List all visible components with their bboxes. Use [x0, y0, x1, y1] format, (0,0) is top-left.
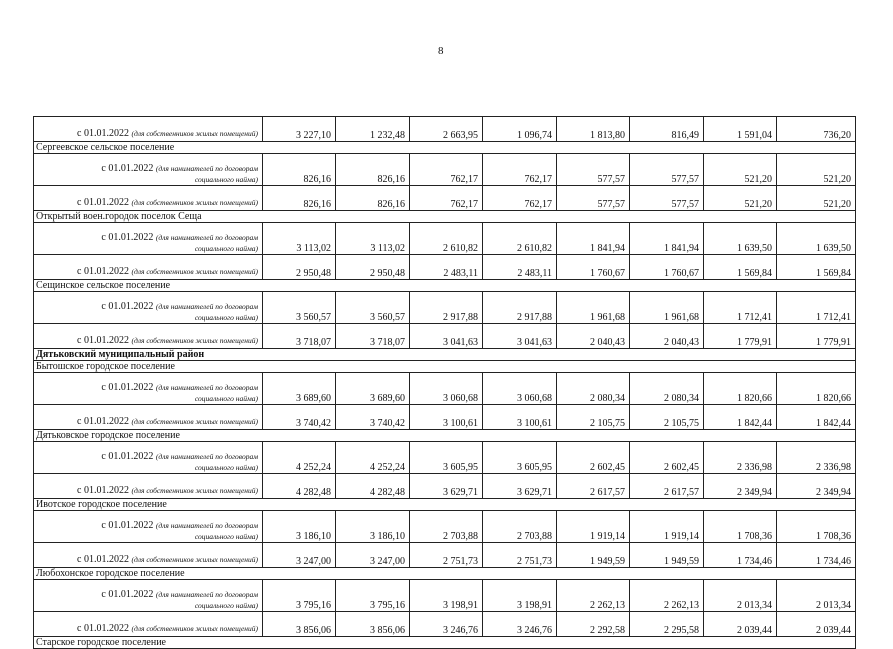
section-row: [34, 430, 856, 442]
tenant-note: социального найма): [194, 601, 258, 610]
tenant-date: с 01.01.2022: [101, 520, 154, 531]
owner-date: с 01.01.2022: [77, 485, 129, 496]
tariff-value: 577,57: [557, 154, 630, 186]
tenant-note: социального найма): [194, 394, 258, 403]
tariff-value: 2 483,11: [483, 255, 557, 280]
tariff-value: 1 591,04: [704, 117, 777, 142]
tenant-label: [34, 223, 263, 255]
tariff-value: 2 751,73: [410, 543, 483, 568]
tariff-value: 2 295,58: [630, 612, 704, 637]
tariff-value: 1 096,74: [483, 117, 557, 142]
tariff-value: 577,57: [630, 154, 704, 186]
tariff-value: 1 708,36: [777, 511, 856, 543]
tariff-value: 3 041,63: [410, 324, 483, 349]
owner-date: с 01.01.2022: [77, 335, 129, 346]
tenant-date: с 01.01.2022: [101, 301, 154, 312]
section-row: [34, 349, 856, 361]
tenant-label: [34, 373, 263, 405]
tariff-value: 4 252,24: [336, 442, 410, 474]
page-number: 8: [438, 45, 444, 57]
tariff-value: 2 349,94: [704, 474, 777, 499]
tariff-value: 736,20: [777, 117, 856, 142]
tariff-value: 2 602,45: [630, 442, 704, 474]
owner-row: [34, 186, 856, 211]
tariff-value: 3 100,61: [483, 405, 557, 430]
owner-note: (для собственников жилых помещений): [131, 624, 258, 633]
tariff-value: 1 961,68: [557, 292, 630, 324]
tariff-value: 4 282,48: [336, 474, 410, 499]
owner-note: (для собственников жилых помещений): [131, 486, 258, 495]
tariff-value: 1 813,80: [557, 117, 630, 142]
tariff-value: 2 013,34: [777, 580, 856, 612]
tariff-value: 2 483,11: [410, 255, 483, 280]
tariff-value: 2 336,98: [777, 442, 856, 474]
tenant-row: [34, 373, 856, 405]
tariff-value: 1 232,48: [336, 117, 410, 142]
tariff-value: 1 779,91: [777, 324, 856, 349]
tariff-value: 826,16: [336, 154, 410, 186]
tenant-note: (для нанимателей по договорам: [155, 302, 258, 311]
tariff-value: 3 795,16: [263, 580, 336, 612]
tariff-value: 3 605,95: [483, 442, 557, 474]
tenant-note: социального найма): [194, 313, 258, 322]
owner-label: [34, 474, 263, 499]
tariff-value: 3 247,00: [263, 543, 336, 568]
section-title: Ивотское городское поселение: [34, 499, 856, 511]
owner-date: с 01.01.2022: [77, 128, 129, 139]
tariff-value: 2 039,44: [704, 612, 777, 637]
tenant-label: [34, 292, 263, 324]
tariff-value: 2 105,75: [630, 405, 704, 430]
owner-row: [34, 324, 856, 349]
tariff-value: 4 282,48: [263, 474, 336, 499]
owner-row: [34, 612, 856, 637]
section-title: Дятьковское городское поселение: [34, 430, 856, 442]
tariff-value: 3 856,06: [263, 612, 336, 637]
tariff-value: 577,57: [630, 186, 704, 211]
tariff-value: 2 349,94: [777, 474, 856, 499]
tariff-value: 3 629,71: [410, 474, 483, 499]
tariff-value: 2 617,57: [557, 474, 630, 499]
section-row: [34, 211, 856, 223]
tariff-value: 521,20: [704, 186, 777, 211]
tariff-value: 826,16: [263, 154, 336, 186]
tariff-value: 3 246,76: [410, 612, 483, 637]
tariff-value: 521,20: [777, 186, 856, 211]
tariff-value: 2 703,88: [483, 511, 557, 543]
tariff-value: 1 734,46: [777, 543, 856, 568]
tariff-value: 3 113,02: [263, 223, 336, 255]
tenant-row: [34, 511, 856, 543]
tenant-date: с 01.01.2022: [101, 232, 154, 243]
tariff-value: 1 842,44: [704, 405, 777, 430]
tariff-value: 521,20: [777, 154, 856, 186]
tenant-note: (для нанимателей по договорам: [155, 521, 258, 530]
section-row: [34, 361, 856, 373]
tariff-value: 2 262,13: [630, 580, 704, 612]
tariff-value: 2 039,44: [777, 612, 856, 637]
tariff-value: 1 639,50: [704, 223, 777, 255]
tariff-value: 3 740,42: [263, 405, 336, 430]
tariff-value: 2 917,88: [483, 292, 557, 324]
tenant-note: социального найма): [194, 463, 258, 472]
tenant-label: [34, 580, 263, 612]
section-row: [34, 637, 856, 649]
tariff-value: 2 617,57: [630, 474, 704, 499]
tariff-value: 1 949,59: [557, 543, 630, 568]
section-title: Открытый воен.городок поселок Сеща: [34, 211, 856, 223]
owner-date: с 01.01.2022: [77, 197, 129, 208]
tariff-value: 3 718,07: [263, 324, 336, 349]
owner-note: (для собственников жилых помещений): [131, 417, 258, 426]
owner-note: (для собственников жилых помещений): [131, 555, 258, 564]
tariff-value: 826,16: [336, 186, 410, 211]
tariff-value: 3 247,00: [336, 543, 410, 568]
tariff-value: 3 186,10: [263, 511, 336, 543]
owner-row: [34, 405, 856, 430]
tenant-date: с 01.01.2022: [101, 451, 154, 462]
tariff-value: 2 663,95: [410, 117, 483, 142]
tariff-value: 2 080,34: [557, 373, 630, 405]
tariff-value: 3 113,02: [336, 223, 410, 255]
owner-label: [34, 324, 263, 349]
owner-label: [34, 543, 263, 568]
tariff-value: 2 262,13: [557, 580, 630, 612]
tariff-value: 762,17: [483, 186, 557, 211]
owner-row: [34, 474, 856, 499]
tariff-value: 3 560,57: [336, 292, 410, 324]
tariff-value: 1 949,59: [630, 543, 704, 568]
tariff-value: 1 734,46: [704, 543, 777, 568]
tariff-value: 762,17: [410, 186, 483, 211]
tenant-label: [34, 511, 263, 543]
tenant-note: социального найма): [194, 175, 258, 184]
owner-date: с 01.01.2022: [77, 416, 129, 427]
tariff-value: 3 060,68: [483, 373, 557, 405]
tariff-value: 2 336,98: [704, 442, 777, 474]
tariff-value: 1 842,44: [777, 405, 856, 430]
tariff-value: 2 950,48: [263, 255, 336, 280]
tariff-value: 1 569,84: [777, 255, 856, 280]
tariff-value: 2 917,88: [410, 292, 483, 324]
owner-label: [34, 117, 263, 142]
tariff-value: 4 252,24: [263, 442, 336, 474]
tenant-row: [34, 580, 856, 612]
tariff-value: 1 919,14: [630, 511, 704, 543]
tenant-label: [34, 442, 263, 474]
section-title: Бытошское городское поселение: [34, 361, 856, 373]
tariff-value: 1 841,94: [557, 223, 630, 255]
tariff-value: 3 689,60: [336, 373, 410, 405]
tenant-note: социального найма): [194, 532, 258, 541]
tariff-value: 2 080,34: [630, 373, 704, 405]
tenant-note: (для нанимателей по договорам: [155, 452, 258, 461]
owner-row: [34, 255, 856, 280]
tariff-value: 3 740,42: [336, 405, 410, 430]
tariff-value: 3 795,16: [336, 580, 410, 612]
tenant-note: (для нанимателей по договорам: [155, 590, 258, 599]
section-title: Сергеевское сельское поселение: [34, 142, 856, 154]
tariff-value: 826,16: [263, 186, 336, 211]
section-title: Дятьковский муниципальный район: [34, 349, 856, 361]
tariff-value: 2 610,82: [483, 223, 557, 255]
tariff-value: 1 820,66: [704, 373, 777, 405]
tenant-note: (для нанимателей по договорам: [155, 383, 258, 392]
tariff-value: 1 708,36: [704, 511, 777, 543]
tariff-value: 3 246,76: [483, 612, 557, 637]
owner-label: [34, 612, 263, 637]
tariff-value: 3 060,68: [410, 373, 483, 405]
tariff-value: 3 689,60: [263, 373, 336, 405]
section-title: Сещинское сельское поселение: [34, 280, 856, 292]
tariff-value: 1 760,67: [557, 255, 630, 280]
owner-note: (для собственников жилых помещений): [131, 198, 258, 207]
tariff-value: 2 610,82: [410, 223, 483, 255]
owner-label: [34, 186, 263, 211]
tariff-value: 2 040,43: [630, 324, 704, 349]
tariff-value: 3 198,91: [410, 580, 483, 612]
owner-date: с 01.01.2022: [77, 623, 129, 634]
owner-note: (для собственников жилых помещений): [131, 336, 258, 345]
tariff-table: [33, 116, 856, 649]
tenant-date: с 01.01.2022: [101, 382, 154, 393]
tariff-value: 1 639,50: [777, 223, 856, 255]
tariff-value: 3 100,61: [410, 405, 483, 430]
tariff-value: 577,57: [557, 186, 630, 211]
tenant-date: с 01.01.2022: [101, 589, 154, 600]
tenant-note: социального найма): [194, 244, 258, 253]
tariff-value: 3 227,10: [263, 117, 336, 142]
owner-row: [34, 543, 856, 568]
tariff-value: 816,49: [630, 117, 704, 142]
section-row: [34, 142, 856, 154]
section-row: [34, 280, 856, 292]
tenant-note: (для нанимателей по договорам: [155, 233, 258, 242]
tariff-value: 2 105,75: [557, 405, 630, 430]
tenant-row: [34, 442, 856, 474]
tariff-value: 2 602,45: [557, 442, 630, 474]
tariff-value: 1 712,41: [777, 292, 856, 324]
tariff-value: 2 040,43: [557, 324, 630, 349]
owner-label: [34, 255, 263, 280]
tariff-value: 1 919,14: [557, 511, 630, 543]
tenant-row: [34, 154, 856, 186]
tariff-value: 1 712,41: [704, 292, 777, 324]
tariff-value: 1 760,67: [630, 255, 704, 280]
owner-note: (для собственников жилых помещений): [131, 267, 258, 276]
tenant-date: с 01.01.2022: [101, 163, 154, 174]
tenant-note: (для нанимателей по договорам: [155, 164, 258, 173]
tariff-value: 1 779,91: [704, 324, 777, 349]
owner-label: [34, 405, 263, 430]
tariff-value: 1 569,84: [704, 255, 777, 280]
tariff-value: 2 013,34: [704, 580, 777, 612]
section-title: Старское городское поселение: [34, 637, 856, 649]
tariff-value: 1 820,66: [777, 373, 856, 405]
tariff-value: 3 629,71: [483, 474, 557, 499]
tariff-value: 3 718,07: [336, 324, 410, 349]
tenant-row: [34, 292, 856, 324]
section-row: [34, 568, 856, 580]
tariff-value: 2 292,58: [557, 612, 630, 637]
tenant-label: [34, 154, 263, 186]
tariff-value: 762,17: [483, 154, 557, 186]
tariff-value: 1 841,94: [630, 223, 704, 255]
tariff-value: 521,20: [704, 154, 777, 186]
tariff-value: 2 751,73: [483, 543, 557, 568]
tariff-value: 3 186,10: [336, 511, 410, 543]
tariff-value: 3 041,63: [483, 324, 557, 349]
tariff-value: 2 703,88: [410, 511, 483, 543]
section-title: Любохонское городское поселение: [34, 568, 856, 580]
owner-date: с 01.01.2022: [77, 554, 129, 565]
tariff-value: 762,17: [410, 154, 483, 186]
tariff-value: 3 198,91: [483, 580, 557, 612]
owner-row: [34, 117, 856, 142]
section-row: [34, 499, 856, 511]
owner-note: (для собственников жилых помещений): [131, 129, 258, 138]
tariff-value: 2 950,48: [336, 255, 410, 280]
tariff-value: 3 856,06: [336, 612, 410, 637]
tariff-value: 3 605,95: [410, 442, 483, 474]
tariff-value: 1 961,68: [630, 292, 704, 324]
tariff-value: 3 560,57: [263, 292, 336, 324]
owner-date: с 01.01.2022: [77, 266, 129, 277]
tenant-row: [34, 223, 856, 255]
